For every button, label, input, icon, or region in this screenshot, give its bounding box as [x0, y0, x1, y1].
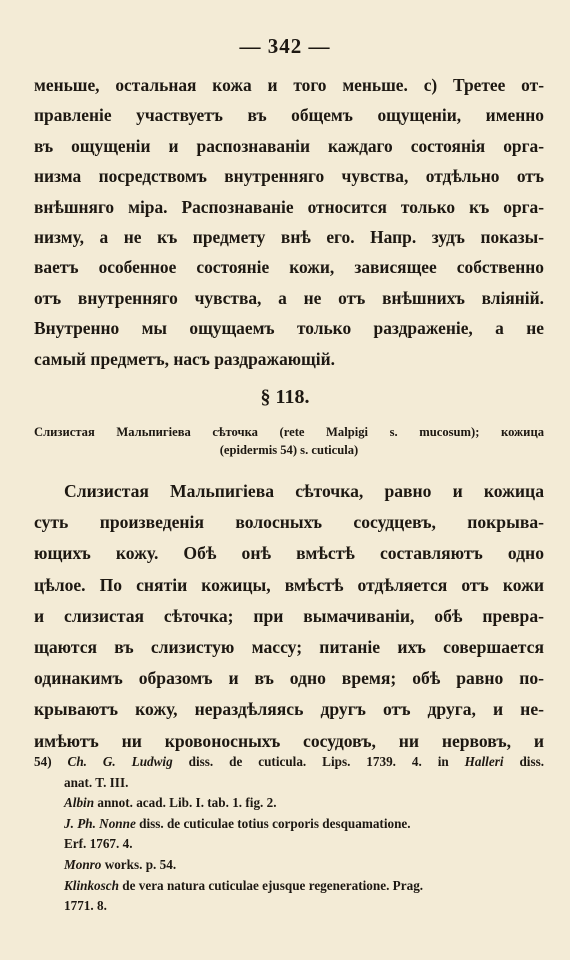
- text-line: ющихъ кожу. Обѣ онѣ вмѣстѣ составляютъ одно: [34, 543, 544, 564]
- footnote-text: diss. de cuticula. Lips. 1739. 4. in: [188, 754, 449, 769]
- paragraph-continued: [34, 70, 544, 374]
- footnote-continuation: 1771. 8.: [64, 898, 107, 914]
- text-line: щаются въ слизистую массу; питаніе ихъ совершается: [34, 637, 544, 658]
- text-line: и слизистая сѣточка; при вымачиваніи, обѣ превра-: [34, 605, 544, 626]
- footnote-entry: [34, 876, 544, 897]
- footnote-entry: [34, 855, 544, 876]
- text-line: низму, а не къ предмету внѣ его. Напр. зудъ показы-: [34, 227, 544, 248]
- footnote-text: diss.: [519, 754, 545, 769]
- section-title-line: (epidermis 54) s. cuticula): [219, 443, 359, 457]
- text-line: имѣютъ ни кровоносныхъ сосудовъ, ни нервовъ, и: [34, 730, 544, 751]
- text-line: самый предметъ, насъ раздражающій.: [34, 348, 335, 369]
- text-line: отъ внутренняго чувства, а не отъ внѣшнихъ вліяній.: [34, 287, 544, 308]
- footnote-continuation: Erf. 1767. 4.: [64, 836, 133, 852]
- text-line: крываютъ кожу, нераздѣляясь другъ отъ друга, и не-: [34, 699, 544, 720]
- text-line: меньше, остальная кожа и того меньше. с) Третее от-: [34, 75, 544, 95]
- footnote-author: Halleri: [464, 754, 504, 769]
- text-line: ваетъ особенное состояніе кожи, зависящее собственно: [34, 257, 544, 278]
- footnote-text: diss. de cuticulae totius corporis desquamatione.: [139, 815, 411, 831]
- text-line: въ ощущеніи и распознаваніи каждаго состоянія орга-: [34, 135, 544, 156]
- footnotes: [34, 752, 544, 917]
- footnote-text: works. p. 54.: [104, 856, 177, 872]
- text-line: внѣшняго міра. Распознаваніе относится только къ орга-: [34, 196, 544, 217]
- text-line: одинакимъ образомъ и въ одно время; обѣ равно по-: [34, 668, 544, 689]
- text-line: низма посредствомъ внутренняго чувства, отдѣльно отъ: [34, 166, 544, 187]
- page-number: — 342 —: [239, 34, 331, 58]
- footnote-continuation: anat. T. III.: [64, 774, 129, 790]
- section-title: [34, 423, 544, 459]
- section-title-line: Слизистая Мальпигіева сѣточка (rete Malpigi s. mucosum); кожица: [34, 425, 544, 439]
- text-line: Внутренно мы ощущаемъ только раздраженіе, а не: [34, 318, 544, 339]
- section-paragraph: [34, 476, 544, 757]
- footnote-text: annot. acad. Lib. I. tab. 1. fig. 2.: [97, 795, 277, 811]
- footnote-author: Ch. G. Ludwig: [67, 754, 173, 769]
- footnote-54: [34, 752, 544, 773]
- footnote-author: J. Ph. Nonne: [64, 815, 136, 831]
- footnote-entry: [34, 814, 544, 835]
- footnote-text: de vera natura cuticulae ejusque regeneratione. Prag.: [122, 877, 424, 893]
- text-line: Слизистая Мальпигіева сѣточка, равно и кожица: [64, 481, 544, 501]
- footnote-author: Monro: [64, 856, 102, 872]
- section-number: § 118.: [260, 386, 310, 408]
- text-line: суть произведенія волосныхъ сосудцевъ, покрыва-: [34, 512, 544, 533]
- text-line: цѣлое. По снятіи кожицы, вмѣстѣ отдѣляется отъ кожи: [34, 574, 544, 595]
- footnote-marker: 54): [34, 754, 52, 769]
- footnote-entry: [34, 793, 544, 814]
- footnote-author: Klinkosch: [64, 877, 119, 893]
- footnote-author: Albin: [64, 795, 95, 811]
- text-line: правленіе участвуетъ въ общемъ ощущеніи, именно: [34, 105, 544, 126]
